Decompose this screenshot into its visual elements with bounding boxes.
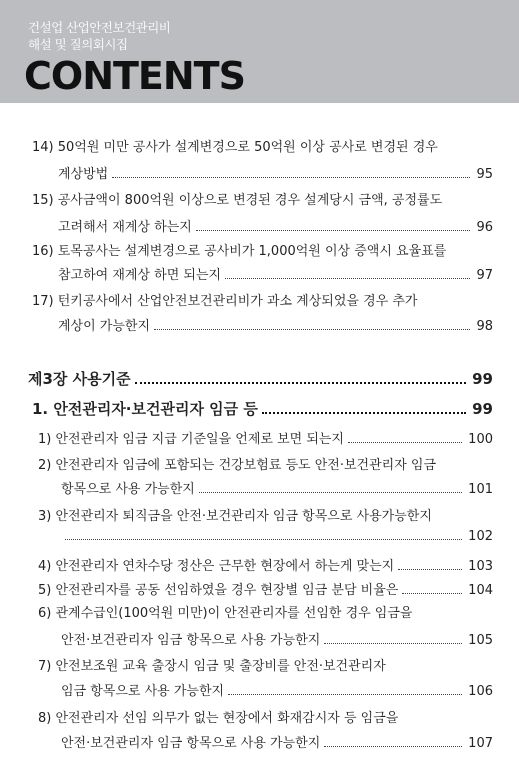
page-number: 95 xyxy=(476,167,493,182)
section-label: 1. 안전관리자·보건관리자 임금 등 xyxy=(32,400,258,418)
page-number: 101 xyxy=(468,482,493,497)
page-number: 104 xyxy=(468,583,493,598)
leader-dots xyxy=(65,539,462,540)
leader-dots xyxy=(398,569,462,570)
toc-entry-2-line1: 2) 안전관리자 임금에 포함되는 건강보험료 등도 안전·보건관리자 임금 xyxy=(38,458,437,473)
page-number: 98 xyxy=(476,319,493,334)
toc-entry-16-line1: 16) 토목공사는 설계변경으로 공사비가 1,000억원 이상 증액시 요율표를 xyxy=(32,244,447,259)
toc-entry-17[interactable] xyxy=(58,315,493,334)
book-title: 건설업 산업안전보건관리비 xyxy=(28,20,171,35)
page-number: 102 xyxy=(468,529,493,544)
page-number: 106 xyxy=(468,684,493,699)
toc-entry-6-line1: 6) 관계수급인(100억원 미만)이 안전관리자를 선임한 경우 임금을 xyxy=(38,606,413,621)
toc-entry-3-line1: 3) 안전관리자 퇴직금을 안전·보건관리자 임금 항목으로 사용가능한지 xyxy=(38,509,432,524)
leader-dots xyxy=(199,492,462,493)
toc-entry-7-line2: 임금 항목으로 사용 가능한지 xyxy=(61,684,225,699)
toc-entry-4[interactable] xyxy=(38,555,493,574)
leader-dots xyxy=(196,230,471,231)
leader-dots xyxy=(228,694,462,695)
toc-entry-2-line2: 항목으로 사용 가능한지 xyxy=(61,482,195,497)
leader-dots xyxy=(348,442,462,443)
toc-entry-8[interactable] xyxy=(61,732,493,751)
toc-entry-16-line2: 참고하여 재계상 하면 되는지 xyxy=(58,268,222,283)
toc-entry-3[interactable] xyxy=(61,529,493,544)
page-number: 96 xyxy=(476,220,493,235)
leader-dots xyxy=(154,329,470,330)
toc-entry-16[interactable] xyxy=(58,264,493,283)
toc-entry-15[interactable] xyxy=(58,216,493,235)
leader-dots xyxy=(324,643,462,644)
leader-dots xyxy=(262,412,466,414)
toc-entry-17-line2: 계상이 가능한지 xyxy=(58,319,151,334)
leader-dots xyxy=(225,278,470,279)
toc-entry-2[interactable] xyxy=(61,478,493,497)
header-banner xyxy=(0,0,519,103)
page-number: 103 xyxy=(468,559,493,574)
section-1-heading[interactable] xyxy=(32,398,493,419)
toc-entry-1-text: 1) 안전관리자 임금 지급 기준일을 언제로 보면 되는지 xyxy=(38,432,344,447)
toc-entry-7-line1: 7) 안전보조원 교육 출장시 임금 및 출장비를 안전·보건관리자 xyxy=(38,659,386,674)
toc-entry-4-text: 4) 안전관리자 연차수당 정산은 근무한 현장에서 하는게 맞는지 xyxy=(38,559,395,574)
toc-entry-17-line1: 17) 턴키공사에서 산업안전보건관리비가 과소 계상되었을 경우 추가 xyxy=(32,294,418,309)
toc-entry-8-line2: 안전·보건관리자 임금 항목으로 사용 가능한지 xyxy=(61,736,321,751)
leader-dots xyxy=(402,593,462,594)
page-number: 99 xyxy=(472,370,493,388)
book-subtitle: 해설 및 질의회시집 xyxy=(28,37,128,52)
leader-dots xyxy=(135,382,467,384)
leader-dots xyxy=(112,177,470,178)
toc-entry-7[interactable] xyxy=(61,680,493,699)
page-number: 100 xyxy=(468,432,493,447)
toc-entry-14[interactable] xyxy=(58,163,493,182)
page-number: 105 xyxy=(468,633,493,648)
toc-entry-5[interactable] xyxy=(38,579,493,598)
chapter-label: 제3장 사용기준 xyxy=(28,370,131,388)
contents-heading: CONTENTS xyxy=(24,54,245,98)
toc-entry-15-line2: 고려해서 재계상 하는지 xyxy=(58,220,192,235)
page-number: 97 xyxy=(476,268,493,283)
page-number: 107 xyxy=(468,736,493,751)
toc-entry-5-text: 5) 안전관리자를 공동 선임하였을 경우 현장별 임금 분담 비율은 xyxy=(38,583,399,598)
toc-entry-14-line2: 계상방법 xyxy=(58,167,109,182)
toc-entry-15-line1: 15) 공사금액이 800억원 이상으로 변경된 경우 설계당시 금액, 공정률도 xyxy=(32,193,443,208)
page-number: 99 xyxy=(472,400,493,418)
toc-entry-1[interactable] xyxy=(38,428,493,447)
toc-entry-14-line1: 14) 50억원 미만 공사가 설계변경으로 50억원 이상 공사로 변경된 경우 xyxy=(32,140,438,155)
toc-entry-6[interactable] xyxy=(61,629,493,648)
leader-dots xyxy=(324,746,462,747)
toc-entry-8-line1: 8) 안전관리자 선임 의무가 없는 현장에서 화재감시자 등 임금을 xyxy=(38,711,399,726)
toc-entry-6-line2: 안전·보건관리자 임금 항목으로 사용 가능한지 xyxy=(61,633,321,648)
chapter-3-heading[interactable] xyxy=(28,368,493,389)
